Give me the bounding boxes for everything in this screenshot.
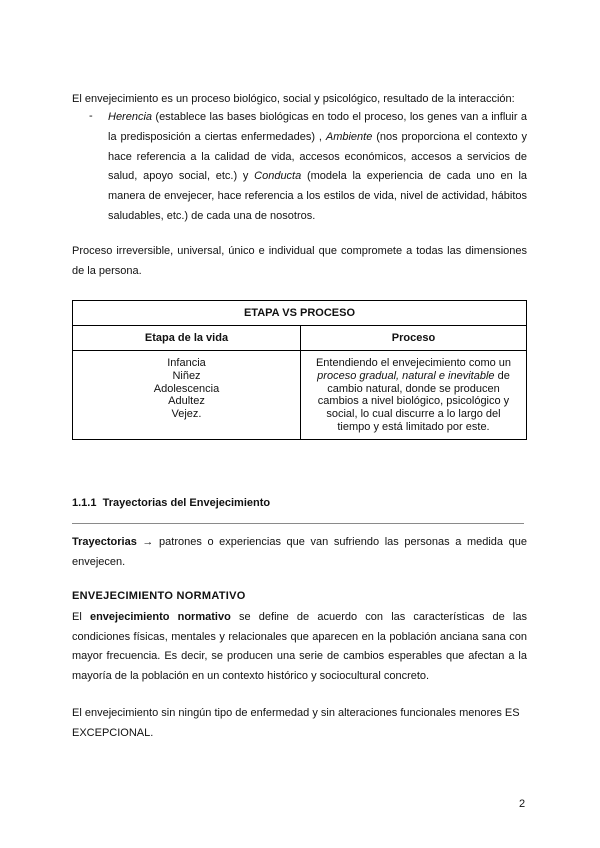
trayectorias-term: Trayectorias — [72, 536, 137, 548]
ambiente-term: Ambiente — [325, 130, 373, 143]
section-number: 1.1.1 — [72, 497, 97, 509]
column-header-proceso: Proceso — [301, 326, 527, 351]
conducta-text: (modela la experiencia de cada uno en la manera de envejecer, hace referencia a los estilos de vida, nivel de actividad, hábitos saludables, etc.) de cada una de nosotros. — [108, 170, 528, 222]
herencia-text: (establece las bases biológicas en todo el proceso, los genes van a influir a la predisposición a ciertas enfermedades) , — [108, 111, 527, 143]
trayectorias-paragraph — [72, 533, 527, 572]
normativo-text: se define de acuerdo con las características de las condiciones físicas, mentales y relacionales que aparecen en la población anciana sana con mayor frecuencia. Es decir, se producen una serie de cambios esperables que afectan a la mayoría de la población en un contexto histórico y sociocultural concreto. — [72, 611, 527, 682]
column-header-etapa: Etapa de la vida — [73, 326, 301, 351]
herencia-term: Herencia — [108, 111, 153, 123]
bullet-body — [108, 108, 527, 227]
normativo-pre: El — [72, 611, 90, 623]
normativo-term: envejecimiento normativo — [89, 611, 231, 623]
stage-item: Adolescencia — [153, 382, 220, 395]
intro-line: El envejecimiento es un proceso biológico, social y psicológico, resultado de la interacción: — [72, 93, 515, 105]
stage-item: Adultez — [168, 395, 205, 408]
proceso-italic: proceso gradual, natural e inevitable — [317, 369, 495, 382]
proceso-paragraph: Proceso irreversible, universal, único e individual que compromete a todas las dimensiones de la persona. — [72, 245, 527, 277]
section-divider — [72, 523, 524, 524]
etapa-vs-proceso-table — [72, 300, 527, 440]
conducta-term: Conducta — [254, 170, 302, 183]
normativo-paragraph — [72, 608, 527, 686]
normativo-heading: ENVEJECIMIENTO NORMATIVO — [72, 590, 246, 602]
page-number: 2 — [519, 798, 526, 810]
stages-cell — [73, 351, 301, 440]
excepcional-paragraph: El envejecimiento sin ningún tipo de enfermedad y sin alteraciones funcionales menores ES EXCEPCIONAL. — [72, 707, 520, 739]
bullet-dash: - — [89, 110, 93, 122]
trayectorias-text: patrones o experiencias que van sufriendo las personas a medida que envejecen. — [72, 536, 527, 568]
proceso-pre: Entendiendo el envejecimiento como un — [315, 357, 512, 369]
stage-item: Niñez — [172, 369, 201, 382]
stage-item: Infancia — [167, 357, 206, 369]
table-title: ETAPA VS PROCESO — [73, 301, 527, 326]
stage-item: Vejez. — [171, 408, 202, 421]
ambiente-text: (nos proporciona el contexto y hace referencia a la calidad de vida, accesos económicos, accesos a servicios de salud, apoyo social, etc.) y — [108, 130, 527, 183]
proceso-cell — [301, 351, 527, 440]
trayectorias-arrow: → — [136, 536, 160, 548]
section-heading — [72, 497, 270, 509]
section-title: Trayectorias del Envejecimiento — [102, 497, 271, 509]
proceso-post: de cambio natural, donde se producen cambios a nivel biológico, psicológico y social, lo cual discurre a lo largo del tiempo y está limitado por este. — [317, 369, 510, 433]
